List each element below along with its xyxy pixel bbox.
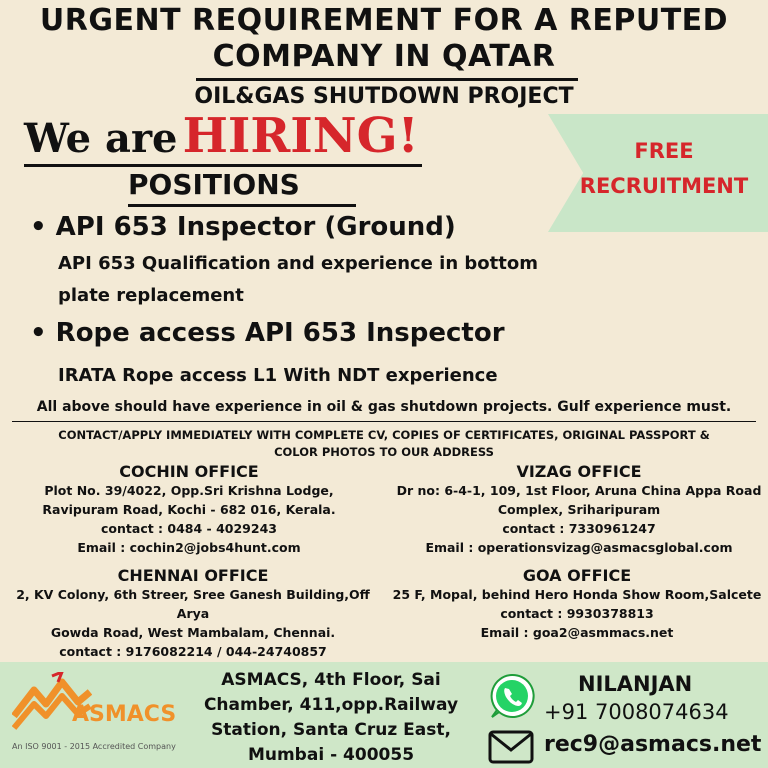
- hiring-text: HIRING!: [182, 108, 419, 164]
- contact-apply-line: CONTACT/APPLY IMMEDIATELY WITH COMPLETE CV, COPIES OF CERTIFICATES, ORIGINAL PASSPORT &: [58, 428, 710, 442]
- headline-line2: COMPANY IN QATAR: [212, 39, 556, 74]
- asmacs-logo: [8, 672, 180, 762]
- office-address: Complex, Sriharipuram: [497, 502, 661, 517]
- address-line: Station, Santa Cruz East,: [211, 720, 451, 740]
- contact-apply-text: [0, 427, 768, 461]
- contact-apply-line: COLOR PHOTOS TO OUR ADDRESS: [274, 445, 494, 459]
- office-contact: contact : 0484 - 4029243: [101, 521, 277, 536]
- contact-phone[interactable]: +91 7008074634: [544, 700, 729, 724]
- hiring-banner: [24, 108, 419, 164]
- office-contact: contact : 7330961247: [502, 521, 656, 536]
- office-email[interactable]: Email : operationsvizag@asmacsglobal.com: [425, 540, 733, 555]
- contact-name: NILANJAN: [578, 672, 693, 696]
- office-address: Plot No. 39/4022, Opp.Sri Krishna Lodge,: [44, 483, 334, 498]
- office-address: 2, KV Colony, 6th Streer, Sree Ganesh Building,Off Arya: [16, 587, 370, 621]
- office-email[interactable]: Email : cochin2@jobs4hunt.com: [77, 540, 301, 555]
- position-title: Rope access API 653 Inspector: [55, 318, 505, 348]
- office-title: CHENNAI OFFICE: [117, 566, 269, 585]
- office-title: COCHIN OFFICE: [119, 462, 259, 481]
- address-line: Mumbai - 400055: [247, 745, 415, 765]
- goa-office: [386, 566, 768, 642]
- office-contact: contact : 9930378813: [500, 606, 654, 621]
- contact-email[interactable]: rec9@asmacs.net: [544, 732, 762, 757]
- position-desc-line: plate replacement: [58, 285, 244, 306]
- head-office-address: [196, 668, 466, 768]
- office-address: 25 F, Mopal, behind Hero Honda Show Room,Salcete: [392, 587, 762, 602]
- hiring-underline: [24, 164, 422, 167]
- office-title: GOA OFFICE: [522, 566, 632, 585]
- positions-heading: POSITIONS: [128, 168, 300, 201]
- logo-name: ASMACS: [72, 702, 177, 727]
- ribbon-line2: RECRUITMENT: [579, 174, 749, 198]
- position-desc-line: API 653 Qualification and experience in bottom: [58, 253, 538, 274]
- position-1: [30, 212, 456, 242]
- cochin-office: [0, 462, 378, 557]
- bullet-dot: •: [30, 212, 56, 242]
- position-1-desc: [58, 248, 538, 312]
- positions-underline: [128, 204, 356, 207]
- office-address: Gowda Road, West Mambalam, Chennai.: [50, 625, 336, 640]
- ribbon-line1: FREE: [634, 139, 694, 163]
- project-subtitle: OIL&GAS SHUTDOWN PROJECT: [194, 84, 574, 109]
- office-contact: contact : 9176082214 / 044-24740857: [59, 644, 327, 659]
- whatsapp-icon[interactable]: [488, 672, 536, 720]
- we-are-text: We are: [24, 115, 178, 162]
- address-line: ASMACS, 4th Floor, Sai: [221, 670, 441, 690]
- experience-note: All above should have experience in oil & gas shutdown projects. Gulf experience must.: [36, 399, 732, 415]
- vizag-office: [390, 462, 768, 557]
- footer: [0, 662, 768, 768]
- free-recruitment-text: [560, 134, 768, 204]
- logo-tagline: An ISO 9001 - 2015 Accredited Company: [12, 742, 176, 751]
- office-email[interactable]: Email : goa2@asmmacs.net: [480, 625, 674, 640]
- mail-icon: [488, 730, 534, 764]
- address-line: Chamber, 411,opp.Railway: [203, 695, 459, 715]
- divider: [12, 421, 756, 422]
- position-2: [30, 318, 505, 348]
- office-address: Ravipuram Road, Kochi - 682 016, Kerala.: [42, 502, 336, 517]
- position-2-desc: IRATA Rope access L1 With NDT experience: [58, 365, 498, 386]
- position-title: API 653 Inspector (Ground): [55, 212, 456, 242]
- headline-line1: URGENT REQUIREMENT FOR A REPUTED: [39, 3, 729, 38]
- bullet-dot: •: [30, 318, 56, 348]
- office-title: VIZAG OFFICE: [516, 462, 642, 481]
- office-address: Dr no: 6-4-1, 109, 1st Floor, Aruna China Appa Road: [396, 483, 762, 498]
- headline-underline: [196, 78, 578, 81]
